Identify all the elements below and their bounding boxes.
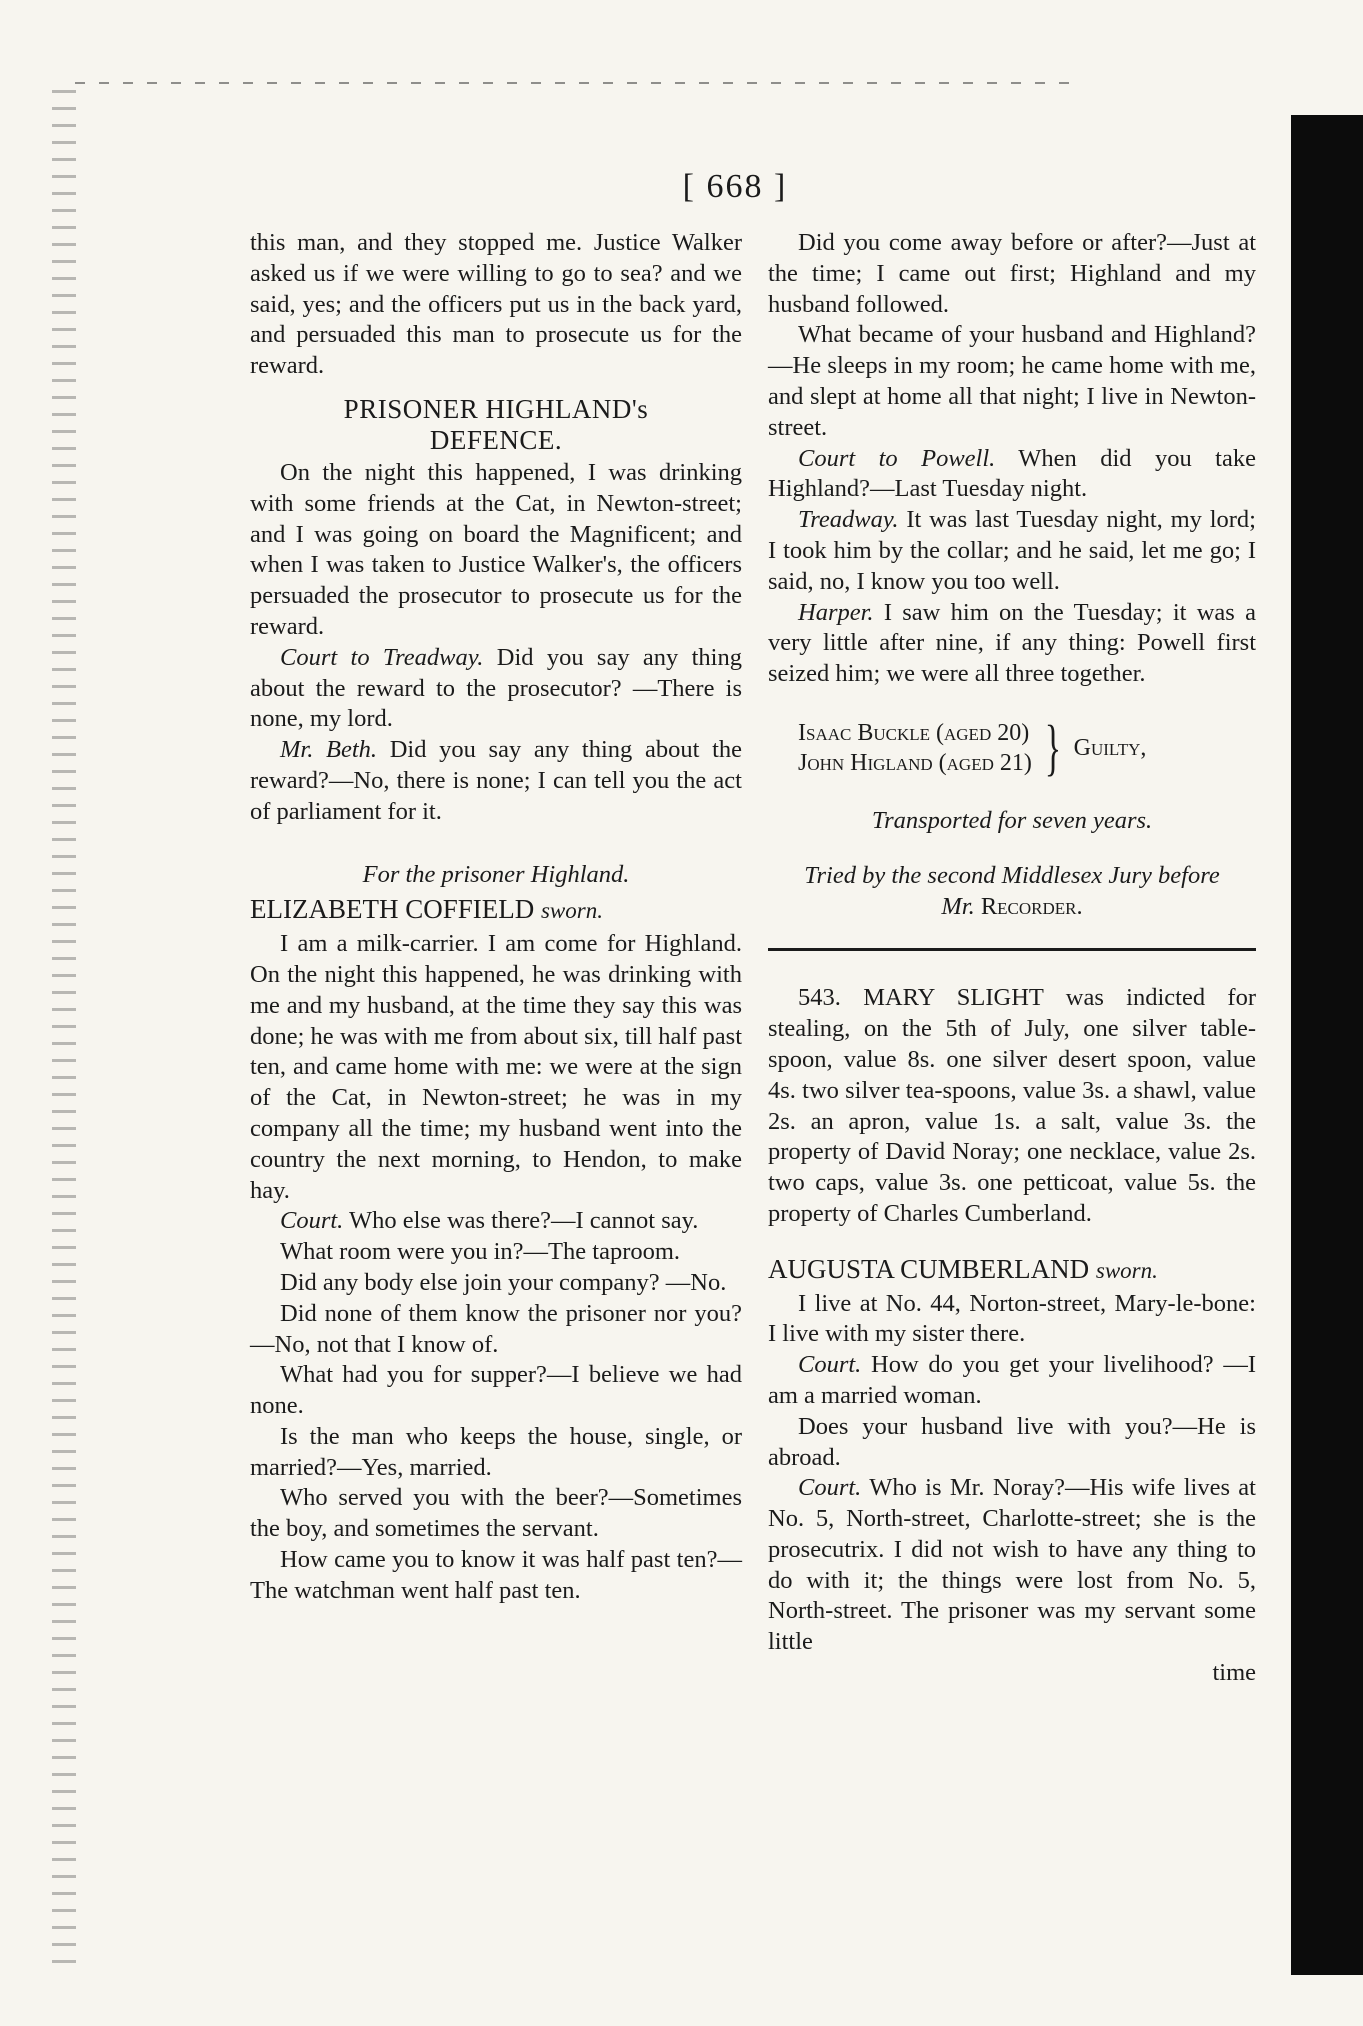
speaker: Court. — [280, 1207, 344, 1235]
subheading: For the prisoner Highland. — [362, 860, 630, 888]
section-divider — [768, 948, 1256, 951]
catchword: time — [1212, 1659, 1256, 1687]
sentence: Transported for seven years. — [871, 806, 1153, 834]
scan-artifact-top — [75, 82, 1075, 84]
verdict-text: Guilty, — [1073, 734, 1147, 761]
brace-glyph: } — [1044, 713, 1061, 782]
speech: Who is Mr. Noray?—His wife lives at No. 5, North-street, Charlotte-street; she is the prosecutrix. I did not wish to have any thing to do with it; the things were lost from No. 5, North-street. The prisoner was my servant some little — [768, 1474, 1256, 1656]
paragraph — [768, 598, 1256, 690]
paragraph — [768, 505, 1256, 597]
paragraph — [250, 735, 742, 827]
speaker: Court to Powell. — [798, 444, 996, 472]
paragraph: I live at No. 44, Norton-street, Mary-le-bone: I live with my sister there. — [768, 1289, 1256, 1348]
speaker: Court. — [798, 1474, 862, 1502]
right-column — [768, 228, 1256, 1689]
speech: I saw him on the Tuesday; it was a very little after nine, if any thing: Powell first seized him; we were all three together. — [768, 598, 1256, 688]
speaker: Harper. — [798, 598, 874, 626]
section-heading — [250, 394, 742, 456]
paragraph: Who served you with the beer?—Sometimes the boy, and sometimes the servant. — [250, 1484, 742, 1543]
speech: When did you take Highland?—Last Tuesday night. — [768, 444, 1256, 503]
witness-name: AUGUSTA CUMBERLAND — [768, 1253, 1090, 1284]
paragraph: I am a milk-carrier. I am come for Highland. On the night this happened, he was drinking with me and my husband, at the time they say this was done; he was with me from about six, till half past ten, and came home with me: we were at the sign of the Cat, in Newton-street; he was in my company all the time; my husband went into the country the next morning, to Hendon, to make hay. — [250, 930, 742, 1204]
speech: Did you say any thing about the reward to the prosecutor? —There is none, my lord. — [250, 643, 742, 733]
paragraph — [768, 444, 1256, 506]
paragraph — [250, 1206, 742, 1237]
paragraph: Is the man who keeps the house, single, or married?—Yes, married. — [250, 1422, 742, 1481]
verdict-block — [798, 713, 1256, 782]
defendant-names — [798, 718, 1032, 778]
jury-note-line: Tried by the second Middlesex Jury before — [804, 861, 1220, 889]
speaker: Court to Treadway. — [280, 643, 484, 671]
paragraph — [250, 643, 742, 735]
sworn-label: sworn. — [1095, 1257, 1158, 1283]
scan-edge-shadow — [1291, 115, 1363, 1975]
jury-note — [768, 861, 1256, 923]
case-indictment: 543. MARY SLIGHT was indicted for stealing, on the 5th of July, one silver table-spoon, value 8s. one silver desert spoon, value 4s. two silver tea-spoons, value 3s. a shawl, value 2s. an apron, value 1s. a salt, value 3s. the property of David Noray; one necklace, value 2s. two caps, value 3s. one petticoat, value 5s. the property of Charles Cumberland. — [768, 984, 1256, 1227]
defendant-name: Isaac Buckle (aged 20) — [798, 719, 1030, 746]
paragraph: What had you for supper?—I believe we had none. — [250, 1361, 742, 1420]
scan-artifact-margin — [52, 90, 76, 1970]
jury-note-recorder: Recorder. — [980, 892, 1083, 920]
paragraph: Does your husband live with you?—He is abroad. — [768, 1412, 1256, 1471]
speaker: Mr. Beth. — [280, 736, 378, 764]
paragraph: Did none of them know the prisoner nor you?—No, not that I know of. — [250, 1299, 742, 1358]
witness-heading — [768, 1254, 1256, 1287]
speech: It was last Tuesday night, my lord; I took him by the collar; and he said, let me go; I said, no, I know you too well. — [768, 506, 1256, 595]
speaker: Court. — [798, 1351, 862, 1379]
paragraph: What room were you in?—The taproom. — [280, 1238, 681, 1266]
paragraph: Did any body else join your company? —No. — [280, 1268, 727, 1296]
speaker: Treadway. — [798, 506, 899, 534]
paragraph: What became of your husband and Highland?—He sleeps in my room; he came home with me, and slept at home all that night; I live in Newton-street. — [768, 321, 1256, 441]
jury-note-title: Mr. — [941, 892, 975, 920]
speech: Who else was there?—I cannot say. — [343, 1207, 699, 1235]
paragraph: Did you come away before or after?—Just at the time; I came out first; Highland and my husband followed. — [768, 229, 1256, 318]
paragraph: this man, and they stopped me. Justice Walker asked us if we were willing to go to sea? and we said, yes; and the officers put us in the back yard, and persuaded this man to prosecute us for the reward. — [250, 229, 742, 380]
speech: How do you get your livelihood? —I am a married woman. — [768, 1351, 1256, 1409]
paragraph: On the night this happened, I was drinking with some friends at the Cat, in Newton-street; and I was going on board the Magnificent; and when I was taken to Justice Walker's, the officers persuaded the prosecutor to prosecute us for the reward. — [250, 458, 742, 640]
paragraph: How came you to know it was half past ten?—The watchman went half past ten. — [250, 1546, 742, 1604]
page-number: [ 668 ] — [682, 168, 788, 205]
heading-line: PRISONER HIGHLAND's — [343, 393, 649, 424]
defendant-name: John Higland (aged 21) — [798, 749, 1032, 776]
speech: Did you say any thing about the reward?—No, there is none; I can tell you the act of parliament for it. — [250, 736, 742, 825]
left-column — [250, 228, 742, 1607]
sworn-label: sworn. — [540, 898, 603, 924]
paragraph — [768, 1350, 1256, 1412]
witness-heading — [250, 894, 742, 927]
heading-line: DEFENCE. — [429, 424, 563, 455]
witness-name: ELIZABETH COFFIELD — [250, 894, 535, 925]
paragraph — [768, 1473, 1256, 1658]
